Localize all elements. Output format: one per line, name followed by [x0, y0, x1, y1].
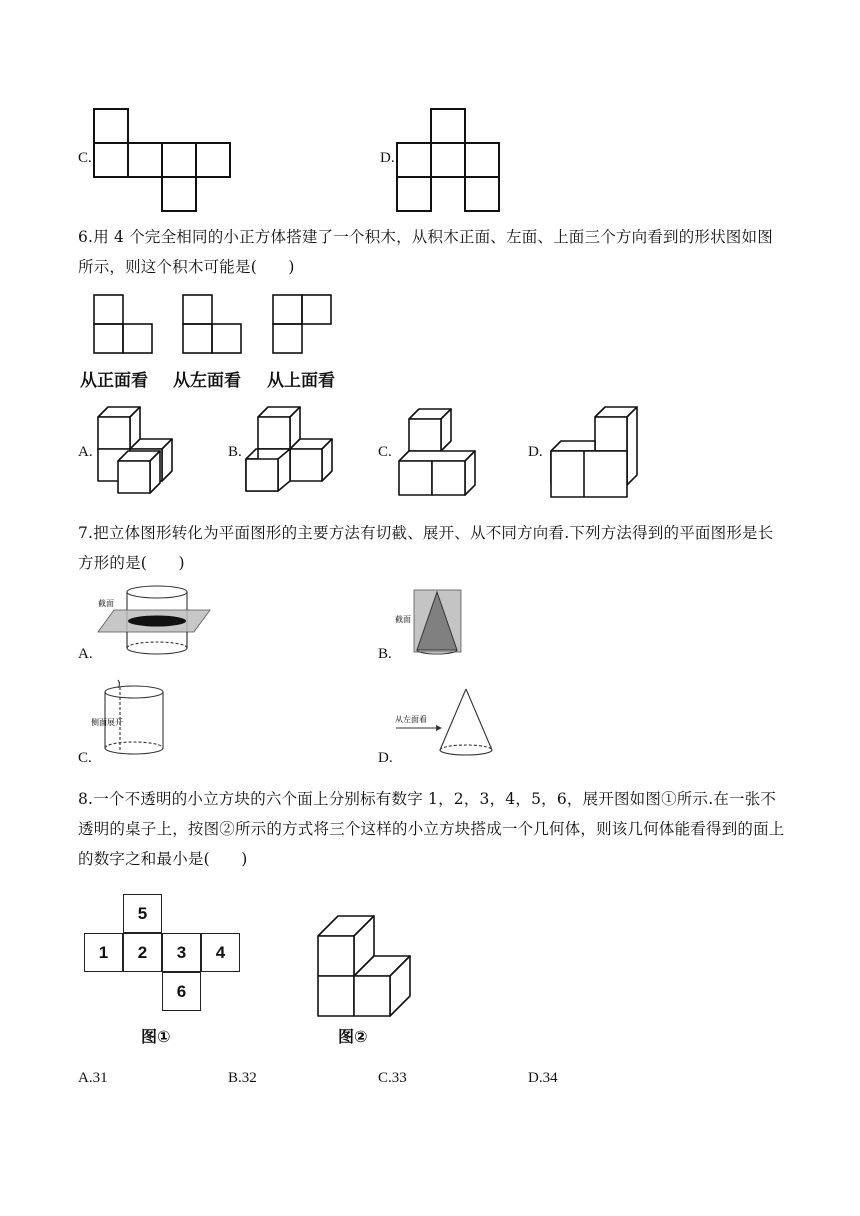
option-d-label: D.: [380, 150, 395, 166]
q6-option-d-label: D.: [528, 444, 543, 460]
q7-option-a-figure: [94, 582, 212, 662]
net-cell-5: 5: [123, 894, 162, 933]
front-view-label: 从正面看: [80, 371, 148, 391]
left-view: [182, 294, 244, 356]
net-cell-3: 3: [162, 933, 201, 972]
q8-option-a: A.31: [78, 1070, 108, 1086]
top-view-label: 从上面看: [267, 371, 335, 391]
net-cell-1: 1: [84, 933, 123, 972]
option-c-label: C.: [78, 150, 92, 166]
q7-c-unfold-label: 侧面展开: [91, 718, 123, 727]
q7-option-a-label: A.: [78, 646, 93, 662]
net-cell-2: 2: [123, 933, 162, 972]
q7-option-d-figure: [394, 686, 504, 766]
stacked-cubes-figure: [316, 912, 416, 1018]
figure-2-label: 图②: [338, 1027, 368, 1046]
front-view: [93, 294, 155, 356]
q7-option-b-figure: [394, 588, 466, 660]
q6-option-a-label: A.: [78, 444, 93, 460]
q6-option-b-figure: [244, 405, 336, 497]
q7-option-c-figure: [90, 678, 166, 770]
q5-net-c: [93, 108, 233, 212]
q5-net-d: [396, 108, 502, 212]
q8-option-c: C.33: [378, 1070, 407, 1086]
cube-net-figure: [84, 894, 242, 1012]
q8-option-d: D.34: [528, 1070, 558, 1086]
figure-1-label: 图①: [141, 1027, 171, 1046]
q7-d-view-label: 从左面看: [395, 715, 427, 724]
q6-option-b-label: B.: [228, 444, 242, 460]
q6-option-d-figure: [549, 405, 641, 499]
net-cell-4: 4: [201, 933, 240, 972]
q8-option-b: B.32: [228, 1070, 257, 1086]
left-view-label: 从左面看: [173, 371, 241, 391]
question-6-text: 6.用 4 个完全相同的小正方体搭建了一个积木，从积木正面、左面、上面三个方向看到的形状图如图所示，则这个积木可能是( ): [78, 228, 773, 276]
q6-option-c-label: C.: [378, 444, 392, 460]
q7-option-d-label: D.: [378, 750, 393, 766]
arrow-icon: [436, 725, 442, 731]
top-view: [272, 294, 334, 356]
q7-a-section-label: 截面: [98, 599, 114, 608]
q6-option-c-figure: [397, 405, 481, 497]
q7-option-b-label: B.: [378, 646, 392, 662]
q7-b-section-label: 截面: [395, 615, 411, 624]
net-cell-6: 6: [162, 972, 201, 1011]
question-8-text: 8.一个不透明的小立方块的六个面上分别标有数字 1，2，3，4，5，6，展开图如图①所示.在一张不透明的桌子上，按图②所示的方式将三个这样的小立方块搭成一个几何体，则该几何体能看得到的面上的数字之和最小是( ): [78, 790, 785, 868]
q7-option-c-label: C.: [78, 750, 92, 766]
q6-option-a-figure: [96, 405, 176, 495]
question-7-text: 7.把立体图形转化为平面图形的主要方法有切截、展开、从不同方向看.下列方法得到的平面图形是长方形的是( ): [78, 524, 774, 572]
